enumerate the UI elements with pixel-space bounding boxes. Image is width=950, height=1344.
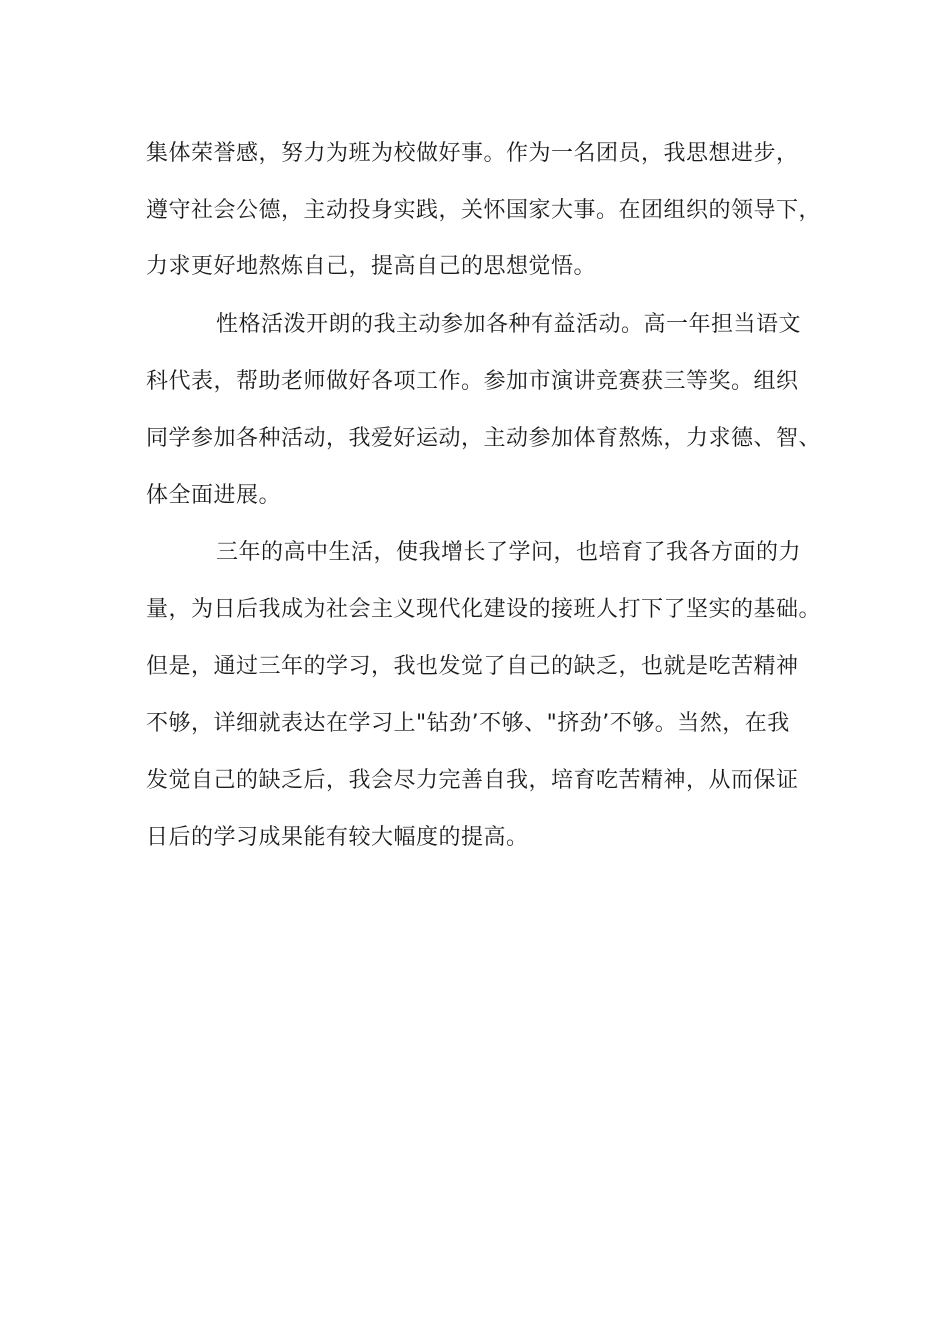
paragraph-1-line-3: 力求更好地熬炼自己，提高自己的思想觉悟。 <box>146 254 597 279</box>
paragraph-2-line-2: 科代表，帮助老师做好各项工作。参加市演讲竞赛获三等奖。组织 <box>146 369 799 394</box>
paragraph-1-line-2: 遵守社会公德，主动投身实践，关怀国家大事。在团组织的领导下， <box>146 198 822 223</box>
paragraph-3-line-3: 但是，通过三年的学习，我也发觉了自己的缺乏，也就是吃苦精神 <box>146 654 799 679</box>
paragraph-3-line-6: 日后的学习成果能有较大幅度的提高。 <box>146 825 529 850</box>
paragraph-3-line-4: 不够，详细就表达在学习上"钻劲’不够、"挤劲’不够。当然，在我 <box>146 711 790 736</box>
paragraph-1-line-1: 集体荣誉感，努力为班为校做好事。作为一名团员，我思想进步， <box>146 141 799 166</box>
paragraph-3-line-5: 发觉自己的缺乏后，我会尽力完善自我，培育吃苦精神，从而保证 <box>146 768 799 793</box>
paragraph-3-line-1: 三年的高中生活，使我增长了学问，也培育了我各方面的力 <box>216 540 802 565</box>
paragraph-2-line-1: 性格活泼开朗的我主动参加各种有益活动。高一年担当语文 <box>216 312 802 337</box>
paragraph-2-line-3: 同学参加各种活动，我爱好运动，主动参加体育熬炼，力求德、智、 <box>146 426 822 451</box>
paragraph-3-line-2: 量，为日后我成为社会主义现代化建设的接班人打下了坚实的基础。 <box>146 597 822 622</box>
paragraph-2-line-4: 体全面进展。 <box>146 483 282 508</box>
